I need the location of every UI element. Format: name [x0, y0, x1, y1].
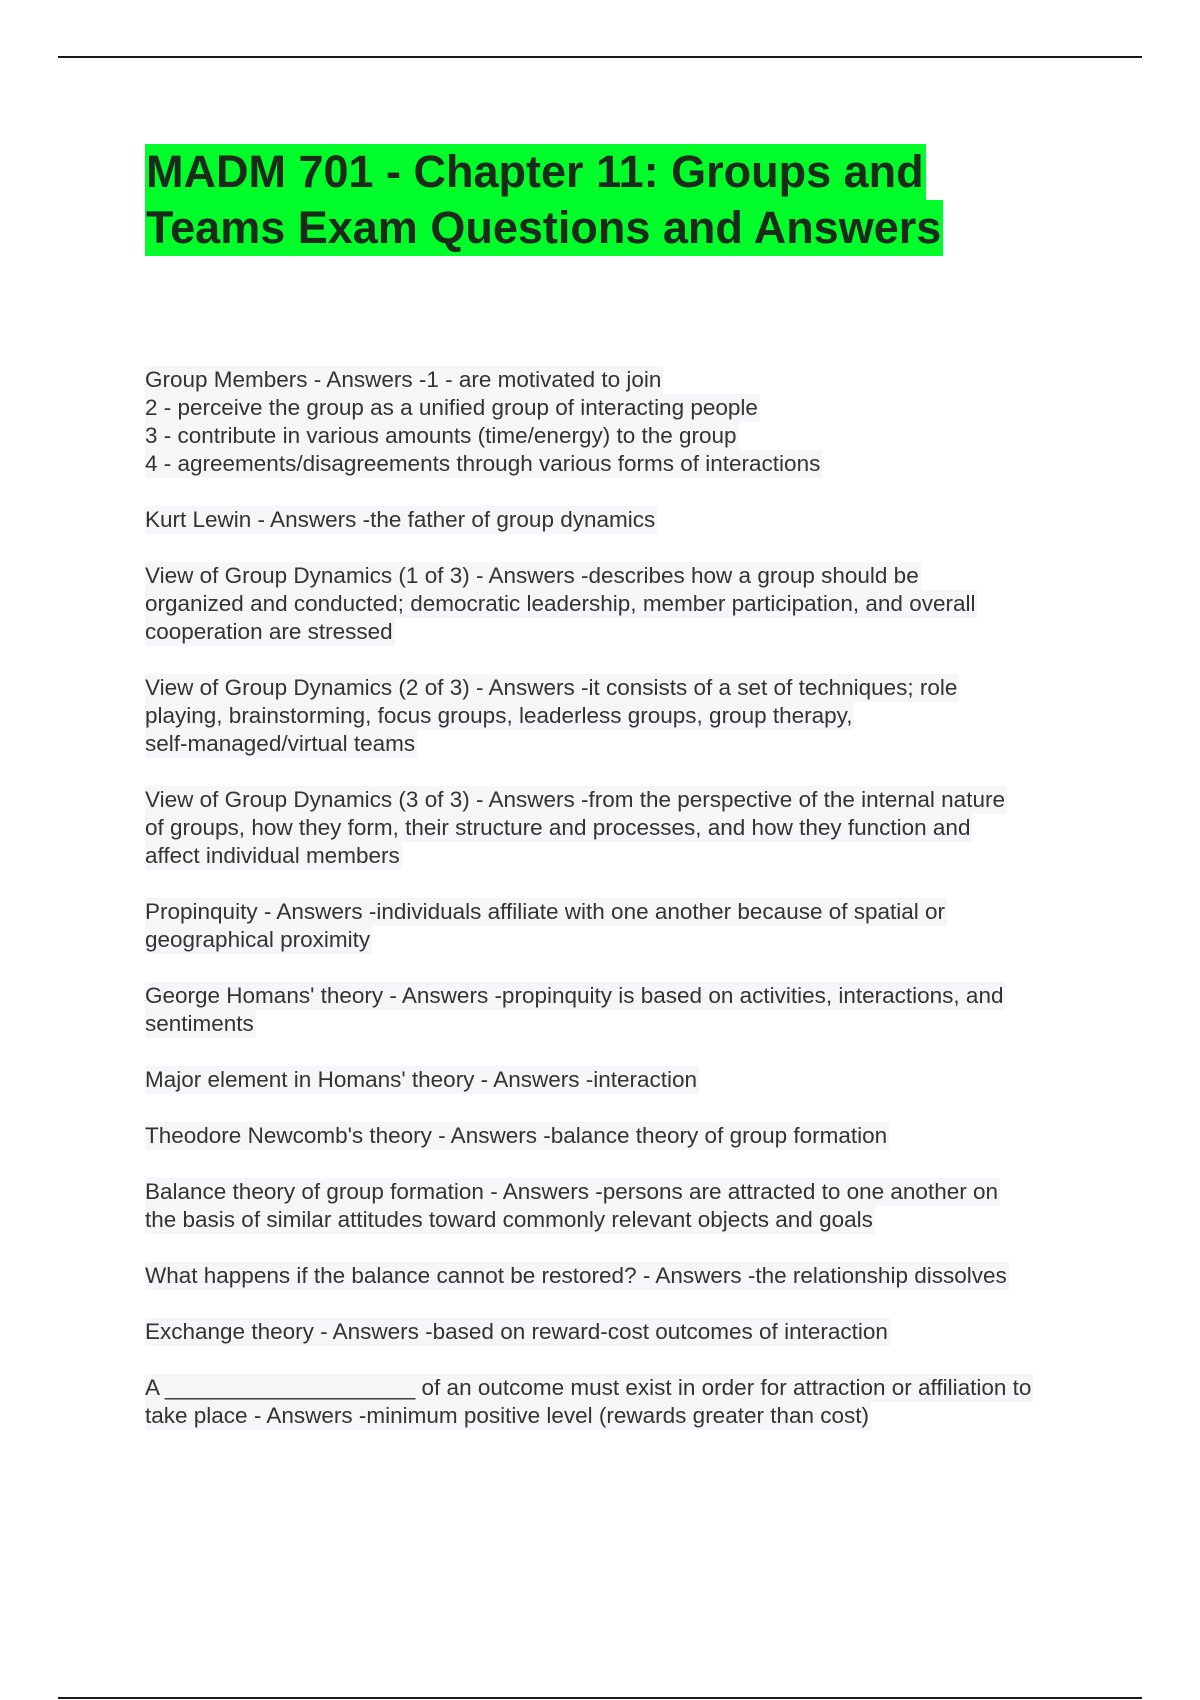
- qa-entry: [145, 1318, 1095, 1346]
- qa-entry-line: View of Group Dynamics (3 of 3) - Answers -from the perspective of the internal nature: [145, 787, 1005, 812]
- qa-entry-line: 3 - contribute in various amounts (time/energy) to the group: [145, 423, 737, 448]
- qa-entry-line: affect individual members: [145, 843, 400, 868]
- qa-entry-line: Exchange theory - Answers -based on reward-cost outcomes of interaction: [145, 1319, 888, 1344]
- qa-entry-line: Group Members - Answers -1 - are motivated to join: [145, 367, 662, 392]
- title-line-2: Teams Exam Questions and Answers: [145, 200, 943, 256]
- qa-entry: [145, 674, 1095, 758]
- qa-entry: [145, 1122, 1095, 1150]
- qa-entry: [145, 786, 1095, 870]
- qa-list: [145, 366, 1095, 1458]
- qa-entry-line: playing, brainstorming, focus groups, leaderless groups, group therapy,: [145, 703, 853, 728]
- qa-entry-line: A ____________________ of an outcome must exist in order for attraction or affiliation to: [145, 1375, 1032, 1400]
- qa-entry: [145, 506, 1095, 534]
- qa-entry-line: Major element in Homans' theory - Answers -interaction: [145, 1067, 698, 1092]
- qa-entry-line: geographical proximity: [145, 927, 371, 952]
- qa-entry-line: View of Group Dynamics (1 of 3) - Answers -describes how a group should be: [145, 563, 919, 588]
- qa-entry-line: Propinquity - Answers -individuals affiliate with one another because of spatial or: [145, 899, 946, 924]
- qa-entry-line: George Homans' theory - Answers -propinquity is based on activities, interactions, and: [145, 983, 1004, 1008]
- qa-entry-line: organized and conducted; democratic leadership, member participation, and overall: [145, 591, 976, 616]
- document-title: [145, 144, 1095, 256]
- qa-entry: [145, 1178, 1095, 1234]
- qa-entry-line: of groups, how they form, their structure and processes, and how they function and: [145, 815, 971, 840]
- footer-rule: [58, 1697, 1142, 1699]
- qa-entry: [145, 898, 1095, 954]
- qa-entry-line: 2 - perceive the group as a unified group of interacting people: [145, 395, 758, 420]
- qa-entry-line: cooperation are stressed: [145, 619, 393, 644]
- qa-entry-line: take place - Answers -minimum positive level (rewards greater than cost): [145, 1403, 870, 1428]
- qa-entry: [145, 1066, 1095, 1094]
- qa-entry: [145, 562, 1095, 646]
- qa-entry: [145, 366, 1095, 478]
- title-line-1: MADM 701 - Chapter 11: Groups and: [145, 144, 926, 200]
- header-rule: [58, 56, 1142, 58]
- qa-entry: [145, 982, 1095, 1038]
- qa-entry-line: sentiments: [145, 1011, 254, 1036]
- qa-entry-line: Balance theory of group formation - Answers -persons are attracted to one another on: [145, 1179, 998, 1204]
- qa-entry: [145, 1374, 1095, 1430]
- qa-entry-line: the basis of similar attitudes toward commonly relevant objects and goals: [145, 1207, 873, 1232]
- qa-entry-line: 4 - agreements/disagreements through various forms of interactions: [145, 451, 821, 476]
- qa-entry-line: self-managed/virtual teams: [145, 731, 416, 756]
- qa-entry-line: What happens if the balance cannot be restored? - Answers -the relationship dissolves: [145, 1263, 1007, 1288]
- qa-entry-line: Kurt Lewin - Answers -the father of group dynamics: [145, 507, 656, 532]
- qa-entry-line: Theodore Newcomb's theory - Answers -balance theory of group formation: [145, 1123, 888, 1148]
- qa-entry-line: View of Group Dynamics (2 of 3) - Answers -it consists of a set of techniques; role: [145, 675, 958, 700]
- qa-entry: [145, 1262, 1095, 1290]
